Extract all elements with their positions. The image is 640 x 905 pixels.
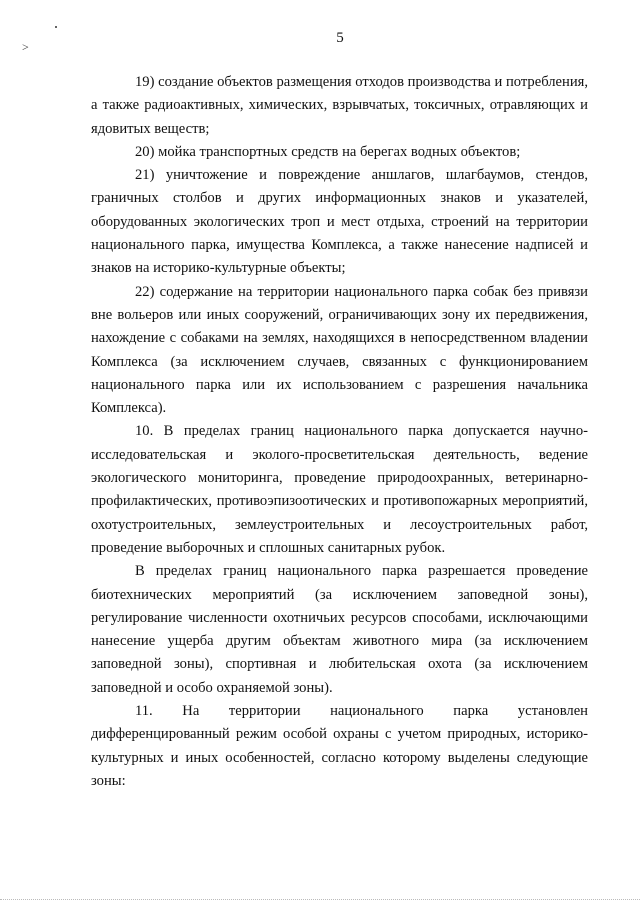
scan-speck (55, 26, 57, 28)
paragraph-item-19: 19) создание объектов размещения отходов производства и потребления, а также радиоактивных, химических, взрывчатых, токсичных, отравляющих и ядовитых веществ; (91, 74, 588, 137)
paragraph-clause-10-continued: В пределах границ национального парка разрешается проведение биотехнических мероприятий (за исключением заповедной зоны), регулирование численности охотничьих ресурсов способами, исключающими нанесение ущерба другим объектам животного мира (за исключением заповедной зоны), спортивная и любительская охота (за исключением заповедной и особо охраняемой зоны). (91, 563, 588, 696)
margin-mark: > (22, 40, 29, 54)
document-body (91, 71, 588, 793)
paragraph-item-21: 21) уничтожение и повреждение аншлагов, шлагбаумов, стендов, граничных столбов и других информационных знаков и указателей, оборудованных экологических троп и мест отдыха, строений на территории национального парка, имущества Комплекса, а также нанесение надписей и знаков на историко-культурные объекты; (91, 167, 588, 277)
paragraph-item-20: 20) мойка транспортных средств на берегах водных объектов; (135, 143, 521, 160)
page-number: 5 (336, 30, 344, 46)
paragraph-item-22: 22) содержание на территории национального парка собак без привязи вне вольеров или иных сооружений, ограничивающих зону их передвижения, нахождение с собаками на землях, находящихся в непосредственном владении Комплекса (за исключением случаев, связанных с функционированием национального парка или их использованием с разрешения начальника Комплекса). (91, 283, 588, 417)
page-bottom-edge (0, 899, 640, 901)
paragraph-clause-10: 10. В пределах границ национального парка допускается научно-исследовательская и эколого-просветительская деятельность, ведение экологического мониторинга, проведение природоохранных, ветеринарно-профилактических, противоэпизоотических и противопожарных мероприятий, охотустроительных, землеустроительных и лесоустроительных работ, проведение выборочных и сплошных санитарных рубок. (91, 423, 588, 556)
paragraph-clause-11: 11. На территории национального парка установлен дифференцированный режим особой охраны с учетом природных, историко-культурных и иных особенностей, согласно которому выделены следующие зоны: (91, 703, 588, 789)
